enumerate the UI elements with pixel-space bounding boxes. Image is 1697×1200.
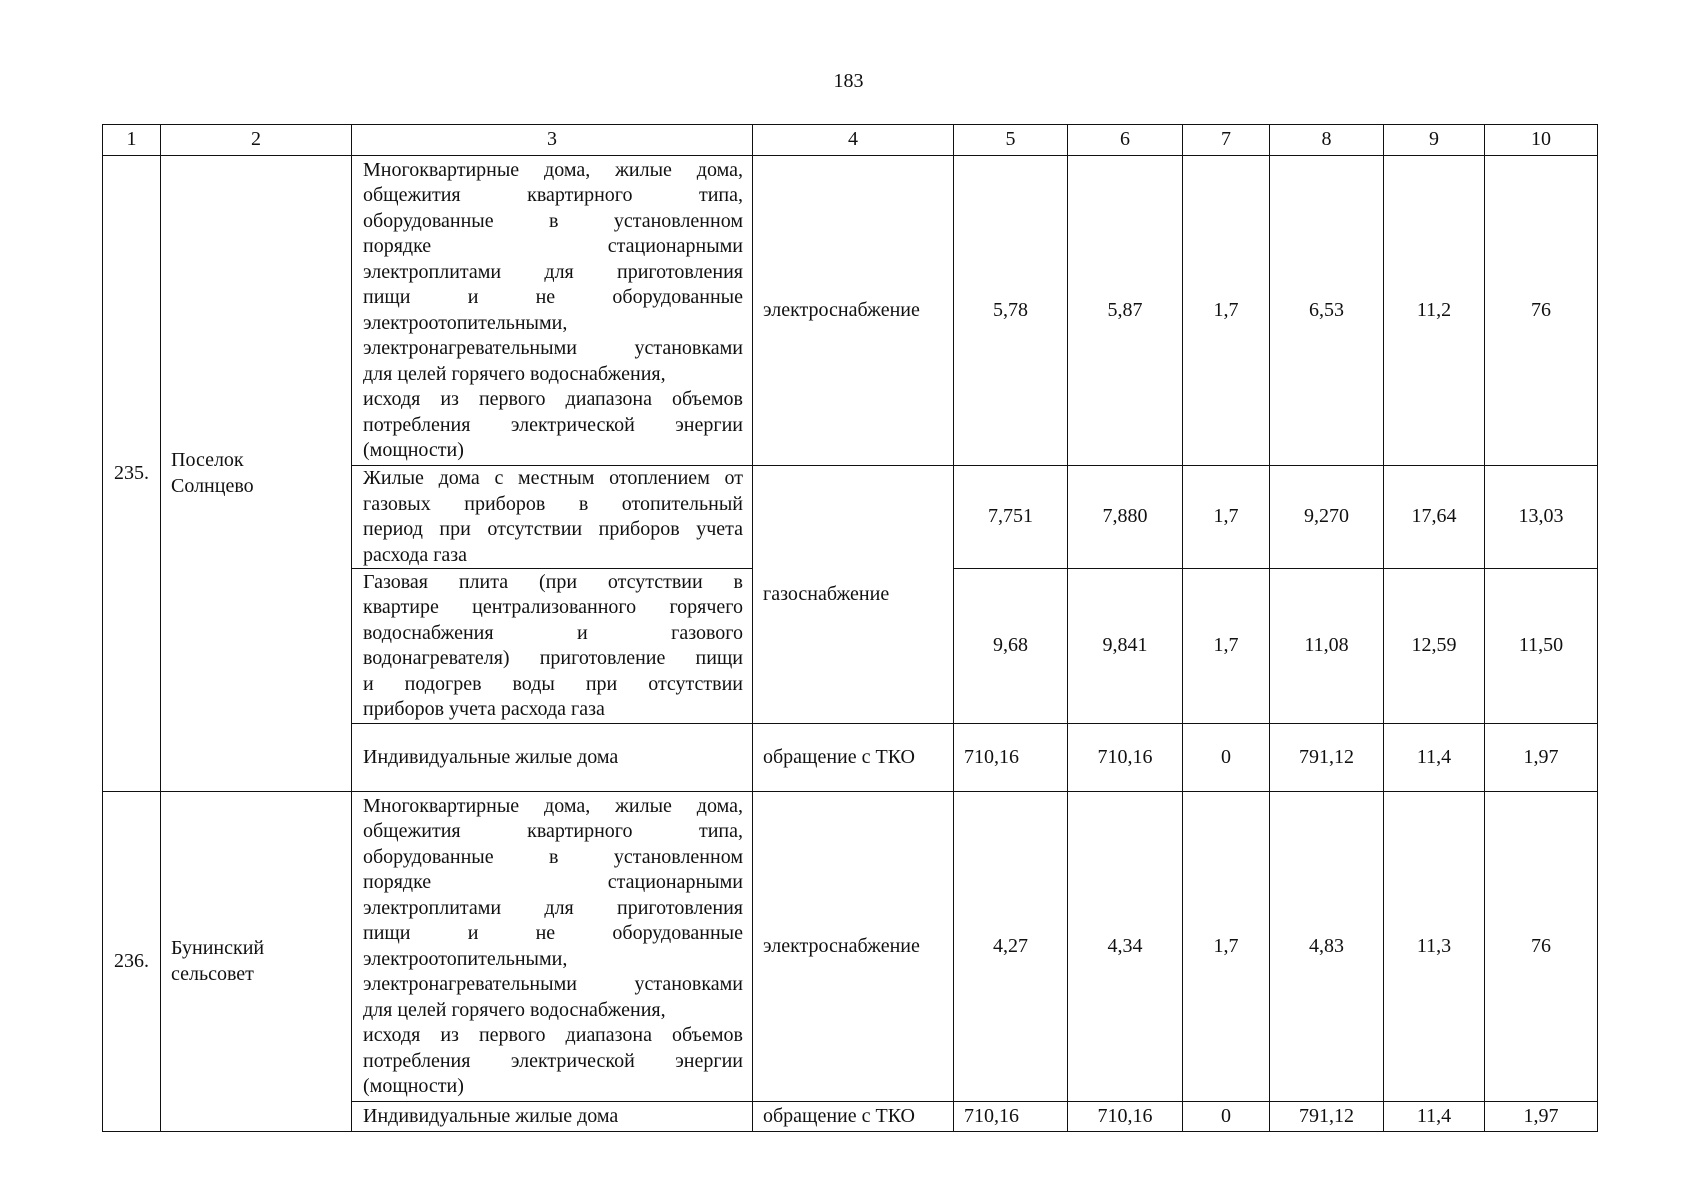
category-line: Многоквартирные дома, жилые дома, xyxy=(363,794,743,817)
column-header: 9 xyxy=(1384,125,1485,156)
table-row xyxy=(103,156,1598,466)
category-line: электронагревательными установками xyxy=(363,337,743,359)
value-col-10: 11,50 xyxy=(1485,569,1598,724)
consumer-category xyxy=(352,466,753,569)
column-header: 2 xyxy=(161,125,352,156)
category-line: пищи и не оборудованные xyxy=(363,922,743,944)
category-line: квартире централизованного горячего xyxy=(363,596,743,618)
value-col-9: 17,64 xyxy=(1384,466,1485,569)
locality-name xyxy=(161,156,352,792)
value-col-7: 1,7 xyxy=(1183,156,1270,466)
value-col-9: 11,4 xyxy=(1384,724,1485,792)
category-line: потребления электрической энергии xyxy=(363,413,743,436)
value-col-8: 9,270 xyxy=(1270,466,1384,569)
value-col-8: 791,12 xyxy=(1270,724,1384,792)
column-header: 4 xyxy=(753,125,954,156)
value-col-10: 13,03 xyxy=(1485,466,1598,569)
column-header: 10 xyxy=(1485,125,1598,156)
category-line: Многоквартирные дома, жилые дома, xyxy=(363,158,743,181)
category-line: газовых приборов в отопительный xyxy=(363,492,743,515)
category-line: потребления электрической энергии xyxy=(363,1049,743,1072)
tariff-table xyxy=(102,124,1598,1132)
consumer-category xyxy=(352,792,753,1102)
category-line: оборудованные в установленном xyxy=(363,209,743,232)
service-type: электроснабжение xyxy=(753,792,954,1102)
column-header: 7 xyxy=(1183,125,1270,156)
value-col-8: 4,83 xyxy=(1270,792,1384,1102)
row-number: 235. xyxy=(103,156,161,792)
column-header: 6 xyxy=(1068,125,1183,156)
value-col-5: 4,27 xyxy=(954,792,1068,1102)
locality-line: сельсовет xyxy=(171,962,254,985)
value-col-7: 0 xyxy=(1183,724,1270,792)
category-line: (мощности) xyxy=(363,1075,464,1097)
value-col-8: 6,53 xyxy=(1270,156,1384,466)
category-line: расхода газа xyxy=(363,543,468,566)
value-col-10: 76 xyxy=(1485,792,1598,1102)
category-line: электроплитами для приготовления xyxy=(363,896,743,919)
category-line: Газовая плита (при отсутствии в xyxy=(363,570,743,593)
category-line: общежития квартирного типа, xyxy=(363,184,743,206)
value-col-9: 11,2 xyxy=(1384,156,1485,466)
value-col-6: 710,16 xyxy=(1068,724,1183,792)
value-col-10: 1,97 xyxy=(1485,724,1598,792)
value-col-7: 1,7 xyxy=(1183,569,1270,724)
category-line: водоснабжения и газового xyxy=(363,621,743,644)
value-col-5: 710,16 xyxy=(954,724,1068,792)
column-header: 8 xyxy=(1270,125,1384,156)
value-col-7: 1,7 xyxy=(1183,466,1270,569)
value-col-10: 76 xyxy=(1485,156,1598,466)
value-col-6: 5,87 xyxy=(1068,156,1183,466)
value-col-6: 7,880 xyxy=(1068,466,1183,569)
category-line: приборов учета расхода газа xyxy=(363,698,605,720)
value-col-5: 710,16 xyxy=(954,1102,1068,1132)
category-line: порядке стационарными xyxy=(363,235,743,257)
consumer-category xyxy=(352,156,753,466)
service-type: обращение с ТКО xyxy=(753,724,954,792)
category-line: пищи и не оборудованные xyxy=(363,286,743,308)
category-line: порядке стационарными xyxy=(363,871,743,893)
category-line: для целей горячего водоснабжения, xyxy=(363,998,666,1021)
value-col-6: 710,16 xyxy=(1068,1102,1183,1132)
consumer-category xyxy=(352,724,753,792)
locality-line: Бунинский xyxy=(171,937,265,959)
value-col-6: 4,34 xyxy=(1068,792,1183,1102)
value-col-8: 11,08 xyxy=(1270,569,1384,724)
value-col-10: 1,97 xyxy=(1485,1102,1598,1132)
category-line: исходя из первого диапазона объемов xyxy=(363,388,743,410)
locality-name xyxy=(161,792,352,1132)
column-header: 5 xyxy=(954,125,1068,156)
value-col-5: 7,751 xyxy=(954,466,1068,569)
category-line: и подогрев воды при отсутствии xyxy=(363,672,743,695)
category-line: исходя из первого диапазона объемов xyxy=(363,1024,743,1046)
column-header: 1 xyxy=(103,125,161,156)
locality-line: Поселок xyxy=(171,449,244,471)
column-header: 3 xyxy=(352,125,753,156)
table-row xyxy=(103,792,1598,1102)
category-line: электронагревательными установками xyxy=(363,973,743,995)
category-line: электроотопительными, xyxy=(363,947,568,970)
category-line: для целей горячего водоснабжения, xyxy=(363,362,666,385)
value-col-6: 9,841 xyxy=(1068,569,1183,724)
value-col-9: 11,4 xyxy=(1384,1102,1485,1132)
category-line: Жилые дома с местным отоплением от xyxy=(363,467,743,489)
consumer-category xyxy=(352,1102,753,1132)
consumer-category xyxy=(352,569,753,724)
service-type: газоснабжение xyxy=(753,466,954,724)
row-number: 236. xyxy=(103,792,161,1132)
category-line: общежития квартирного типа, xyxy=(363,820,743,842)
header-row xyxy=(103,125,1598,156)
category-line: водонагревателя) приготовление пищи xyxy=(363,647,743,669)
category-line: Индивидуальные жилые дома xyxy=(363,1104,619,1127)
category-line: электроотопительными, xyxy=(363,311,568,334)
service-type: обращение с ТКО xyxy=(753,1102,954,1132)
value-col-7: 0 xyxy=(1183,1102,1270,1132)
value-col-5: 5,78 xyxy=(954,156,1068,466)
category-line: оборудованные в установленном xyxy=(363,845,743,868)
value-col-9: 12,59 xyxy=(1384,569,1485,724)
value-col-8: 791,12 xyxy=(1270,1102,1384,1132)
category-line: (мощности) xyxy=(363,439,464,461)
category-line: Индивидуальные жилые дома xyxy=(363,745,619,768)
service-type: электроснабжение xyxy=(753,156,954,466)
value-col-7: 1,7 xyxy=(1183,792,1270,1102)
category-line: электроплитами для приготовления xyxy=(363,260,743,283)
value-col-9: 11,3 xyxy=(1384,792,1485,1102)
value-col-5: 9,68 xyxy=(954,569,1068,724)
category-line: период при отсутствии приборов учета xyxy=(363,518,743,540)
locality-line: Солнцево xyxy=(171,474,254,497)
page-number: 183 xyxy=(833,70,864,92)
